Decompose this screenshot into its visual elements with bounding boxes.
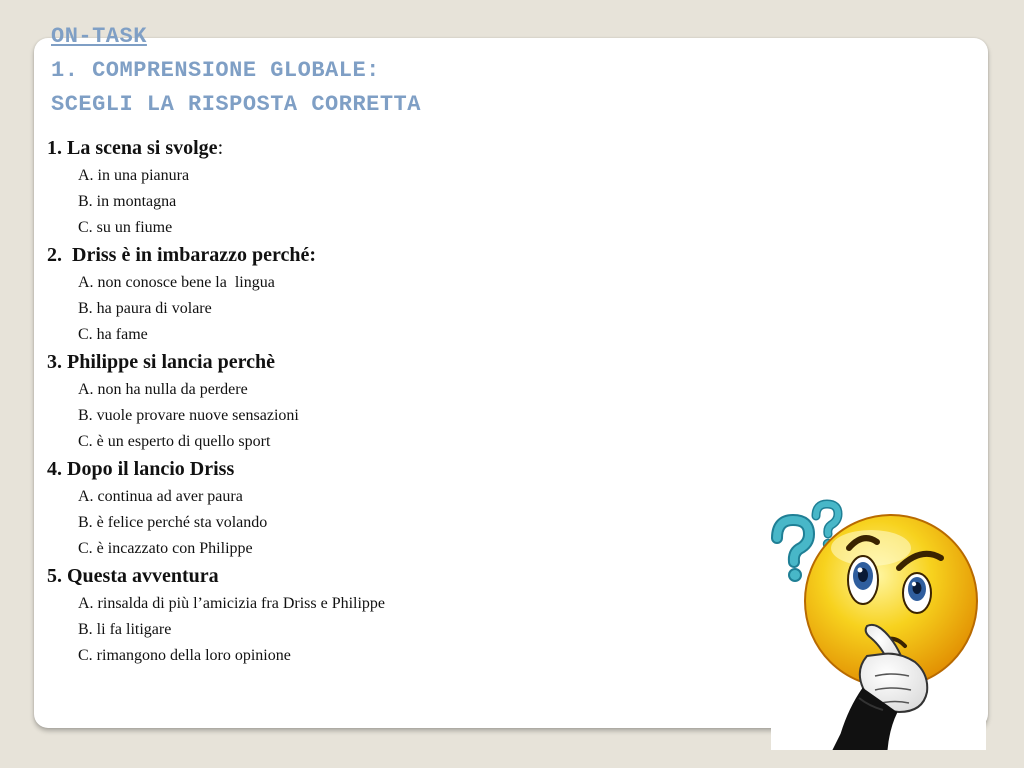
question-5: [47, 562, 747, 669]
answer-option: A. non conosce bene la lingua: [78, 274, 275, 291]
answer-option: A. continua ad aver paura: [78, 488, 243, 505]
answer-option: B. li fa litigare: [78, 621, 172, 638]
question-1: [47, 134, 747, 241]
answer-option: C. è incazzato con Philippe: [78, 540, 253, 557]
thinking-smiley-icon: [771, 498, 986, 750]
answer-option: B. è felice perché sta volando: [78, 514, 268, 531]
answer-option: C. è un esperto di quello sport: [78, 433, 271, 450]
slide-title: [51, 20, 421, 122]
question-text: 5. Questa avventura: [47, 565, 219, 587]
question-text: 3. Philippe si lancia perchè: [47, 351, 275, 373]
answer-option: B. in montagna: [78, 193, 177, 210]
thinking-smiley-illustration: [771, 498, 986, 750]
title-line-3: SCEGLI LA RISPOSTA CORRETTA: [51, 92, 421, 117]
title-line-1: ON-TASK: [51, 24, 147, 49]
answer-option: A. non ha nulla da perdere: [78, 381, 248, 398]
answer-option: C. su un fiume: [78, 219, 173, 236]
answer-option: C. rimangono della loro opinione: [78, 647, 291, 664]
question-2: [47, 241, 747, 348]
question-3: [47, 348, 747, 455]
title-line-2: 1. COMPRENSIONE GLOBALE:: [51, 58, 380, 83]
eye-icon: [848, 556, 878, 604]
answer-option: A. rinsalda di più l’amicizia fra Driss e Philippe: [78, 595, 386, 612]
question-text: 2. Driss è in imbarazzo perché:: [47, 244, 317, 266]
question-4: [47, 455, 747, 562]
question-mark-icon: [777, 520, 809, 581]
answer-option: A. in una pianura: [78, 167, 190, 184]
question-text: 1. La scena si svolge:: [47, 137, 224, 159]
answer-option: C. ha fame: [78, 326, 148, 343]
question-text: 4. Dopo il lancio Driss: [47, 458, 235, 480]
answer-option: B. ha paura di volare: [78, 300, 212, 317]
question-list: [47, 134, 747, 669]
answer-option: B. vuole provare nuove sensazioni: [78, 407, 299, 424]
eye-icon: [903, 573, 931, 613]
